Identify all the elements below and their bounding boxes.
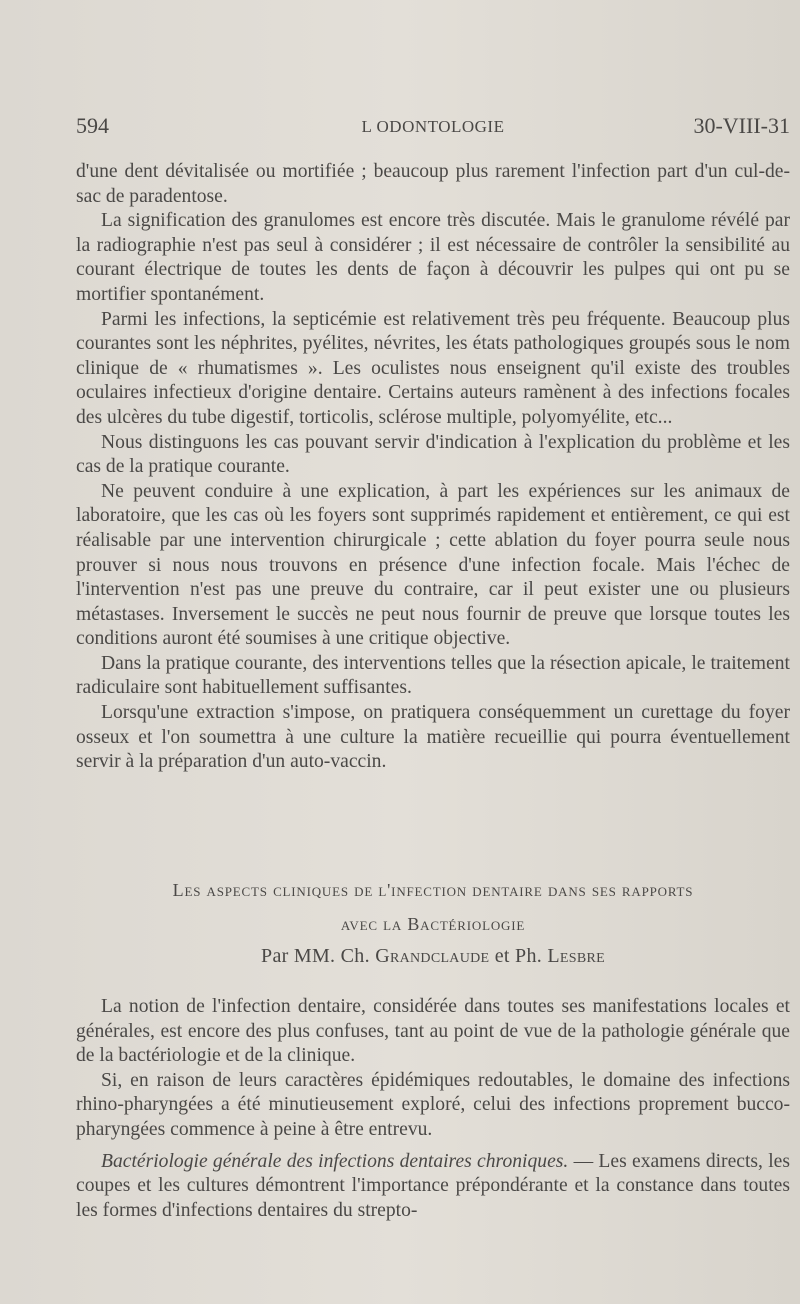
author-lesbre: Lesbre	[547, 945, 605, 967]
author-grandclaude: Grandclaude	[375, 945, 490, 967]
paragraph-extraction: Lorsqu'une extraction s'impose, on pratiquera conséquemment un curettage du foyer osseux et l'on soumettra à une culture la matière recueillie qui pourra éventuellement servir à la préparation d'un auto-vaccin.	[76, 702, 790, 773]
page-number: 594	[76, 113, 109, 138]
page-header	[76, 113, 790, 147]
byline-mid: et Ph.	[489, 945, 548, 967]
paragraph-bacteriologie-text: — Les examens directs, les coupes et les cultures démontrent l'importance prépondérante et la constance dans toutes les formes d'infections dentaires du strepto-	[76, 1150, 790, 1221]
section-text	[76, 995, 790, 1223]
italic-subheading: Bactériologie générale des infections dentaires chroniques.	[101, 1150, 569, 1172]
paragraph-rhino-pharyngees: Si, en raison de leurs caractères épidémiques redoutables, le domaine des infections rhino-pharyngées a été minutieusement exploré, celui des infections proprement bucco-pharyngées commence à peine à être entrevu.	[76, 1069, 790, 1140]
section-title-line-2: avec la Bactériologie	[340, 914, 526, 934]
paragraph-notion: La notion de l'infection dentaire, considérée dans toutes ses manifestations locales et générales, est encore des plus confuses, tant au point de vue de la pathologie générale que de la bactériologie et de la clinique.	[76, 996, 790, 1067]
paragraph-bacteriologie	[76, 1150, 790, 1224]
byline-prefix: Par MM. Ch.	[261, 945, 376, 967]
paragraph-pratique: Dans la pratique courante, des interventions telles que la résection apicale, le traitement radiculaire sont habituellement suffisantes.	[76, 652, 790, 699]
paragraph-infections: Parmi les infections, la septicémie est relativement très peu fréquente. Beaucoup plus courantes sont les néphrites, pyélites, névrites, les états pathologiques groupés sous le nom clinique de « rhumatismes ». Les oculistes nous enseignent qu'il existe des troubles oculaires infectieux d'origine dentaire. Certains auteurs ramènent à des infections focales des ulcères du tube digestif, torticolis, sclérose multiple, polyomyélite, etc...	[76, 308, 790, 428]
section-title	[76, 873, 790, 941]
paragraph-granulomes: La signification des granulomes est encore très discutée. Mais le granulome révélé par la radiographie n'est pas seul à considérer ; il est nécessaire de contrôler la sensibilité au courant électrique de toutes les dents de façon à découvrir les pulpes qui ont pu se mortifier spontanément.	[76, 210, 790, 305]
paragraph-explication: Ne peuvent conduire à une explication, à part les expériences sur les animaux de laboratoire, que les cas où les foyers sont supprimés rapidement et entièrement, ce qui est réalisable par une intervention chirurgicale ; cette ablation du foyer pourra seule nous prouver si nous nous trouvons en présence d'une infection focale. Mais l'échec de l'intervention n'est pas une preuve du contraire, car il peut exister une ou plusieurs métastases. Inversement le succès ne peut nous fournir de preuve que lorsque toutes les conditions auront été soumises à une critique objective.	[76, 480, 790, 650]
byline	[76, 944, 790, 968]
issue-date: 30-VIII-31	[693, 113, 790, 138]
section-title-line-1: Les aspects cliniques de l'infection dentaire dans ses rapports	[172, 880, 694, 900]
running-title: L ODONTOLOGIE	[361, 117, 505, 136]
paragraph-continued: d'une dent dévitalisée ou mortifiée ; beaucoup plus rarement l'infection part d'un cul-de-sac de paradentose.	[76, 161, 790, 207]
paragraph-distinguons: Nous distinguons les cas pouvant servir d'indication à l'explication du problème et les cas de la pratique courante.	[76, 431, 790, 478]
main-text	[76, 160, 790, 775]
